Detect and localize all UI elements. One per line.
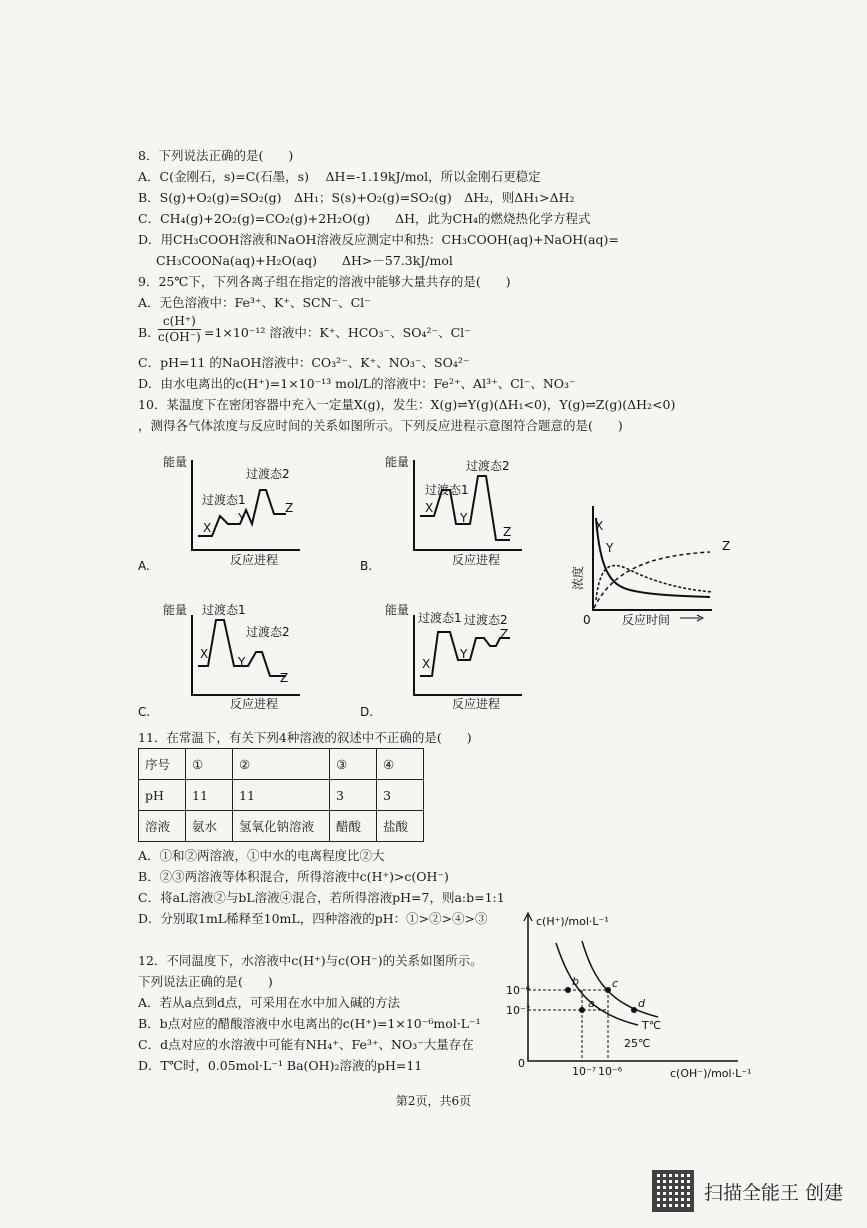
q9-option-c: C．pH=11 的NaOH溶液中：CO₃²⁻、K⁺、NO₃⁻、SO₄²⁻ [138,355,470,370]
table-cell: ① [186,749,233,780]
diagram-a-ts2: 过渡态2 [246,467,290,481]
q9-b-denominator: c(OH⁻) [158,330,201,344]
q9-option-d: D．由水电离出的c(H⁺)=1×10⁻¹³ mol/L的溶液中：Fe²⁺、Al³⁺、Cl⁻、NO₃⁻ [138,376,576,391]
scanner-watermark [652,1170,843,1212]
q12-stem-line1: 12．不同温度下，水溶液中c(H⁺)与c(OH⁻)的关系如图所示。 [138,953,483,968]
diagram-d-ts2: 过渡态2 [464,613,508,627]
q8-option-d-line1: D．用CH₃COOH溶液和NaOH溶液反应测定中和热：CH₃COOH(aq)+NaOH(aq)= [138,232,619,247]
q12-curve-25-label: 25℃ [624,1037,651,1050]
table-cell: ③ [330,749,377,780]
diagram-b-x: X [425,501,434,515]
q12-option-a: A．若从a点到d点，可采用在水中加入碱的方法 [138,995,400,1010]
q12-y-tick-1: 10⁻⁶ [506,984,531,997]
diagram-a-progress: 反应进程 [230,553,279,567]
diagram-a-ts1: 过渡态1 [202,493,246,507]
conc-time-label: 反应时间 [622,613,671,627]
q12-label-d: d [638,997,645,1010]
conc-curve-x [596,518,710,597]
q11-option-b: B．②③两溶液等体积混合，所得溶液中c(H⁺)>c(OH⁻) [138,869,449,884]
q10-stem-line2: ，测得各气体浓度与反应时间的关系如图所示。下列反应进程示意图符合题意的是( ) [138,418,623,433]
diagram-a-z: Z [285,501,294,515]
table-row [139,811,424,842]
qr-code-icon [652,1170,694,1212]
diagram-a-label: A. [138,559,150,573]
q12-origin: 0 [518,1057,525,1070]
table-cell: ② [233,749,330,780]
table-cell: 11 [233,780,330,811]
table-cell: pH [139,780,186,811]
q12-diagram [498,905,758,1085]
diagram-c-ts2: 过渡态2 [246,625,290,639]
conc-axis-label: 浓度 [571,565,585,590]
q12-stem-line2: 下列说法正确的是( ) [138,974,273,989]
diagram-d-energy-label: 能量 [385,603,410,617]
q12-label-c: c [612,977,619,990]
diagram-c-progress: 反应进程 [230,697,279,711]
table-cell: 11 [186,780,233,811]
table-cell: 盐酸 [377,811,424,842]
diagram-c-x: X [200,647,209,661]
q11-option-a: A．①和②两溶液，①中水的电离程度比②大 [138,848,385,863]
q9-b-numerator: c(H⁺) [162,314,196,328]
q12-option-c: C．d点对应的水溶液中可能有NH₄⁺、Fe³⁺、NO₃⁻大量存在 [138,1037,474,1052]
conc-y-label: Y [606,541,614,555]
q9-option-b-fraction [158,314,201,345]
q12-y-label: c(H⁺)/mol·L⁻¹ [536,915,609,928]
table-cell: ④ [377,749,424,780]
q12-curve-t-label: T℃ [642,1019,662,1032]
diagram-b-y: Y [460,511,468,525]
table-cell: 醋酸 [330,811,377,842]
diagram-a-y: Y [238,511,246,525]
q12-point-c [605,987,611,993]
table-cell: 氨水 [186,811,233,842]
diagram-d-progress: 反应进程 [452,697,501,711]
q11-option-c: C．将aL溶液②与bL溶液④混合，若所得溶液pH=7，则a:b=1:1 [138,890,505,905]
q11-option-d: D．分别取1mL稀释至10mL，四种溶液的pH：①>②>④>③ [138,911,488,926]
watermark-text: 扫描全能王 创建 [704,1181,844,1204]
q12-y-tick-2: 10⁻⁷ [506,1004,531,1017]
table-cell: 氢氧化钠溶液 [233,811,330,842]
table-row [139,780,424,811]
q8-stem: 8．下列说法正确的是( ) [138,148,294,163]
q10-stem-line1: 10．某温度下在密闭容器中充入一定量X(g)，发生：X(g)⇌Y(g)(ΔH₁<0)，Y(g)⇌Z(g)(ΔH₂<0) [138,397,676,412]
q10-diagrams [0,440,867,730]
diagram-a-energy-label: 能量 [163,455,188,469]
diagram-b-ts2: 过渡态2 [466,459,510,473]
diagram-d-ts1: 过渡态1 [418,611,462,625]
diagram-d-y: Y [460,647,468,661]
q8-option-c: C．CH₄(g)+2O₂(g)=CO₂(g)+2H₂O(g) ΔH，此为CH₄的燃烧热化学方程式 [138,211,591,226]
q9-option-b-rest: =1×10⁻¹² 溶液中：K⁺、HCO₃⁻、SO₄²⁻、Cl⁻ [204,325,471,340]
diagram-c-label: C. [138,705,151,719]
diagram-b-z: Z [503,525,512,539]
diagram-d-x: X [422,657,431,671]
diagram-a-x: X [203,521,212,535]
q12-option-d: D．T℃时，0.05mol·L⁻¹ Ba(OH)₂溶液的pH=11 [138,1058,423,1073]
q12-curve-25c [556,943,638,1025]
q8-option-b: B．S(g)+O₂(g)=SO₂(g) ΔH₁；S(s)+O₂(g)=SO₂(g) ΔH₂，则ΔH₁>ΔH₂ [138,190,575,205]
q12-point-d [631,1007,637,1013]
q12-x-tick-2: 10⁻⁶ [598,1065,623,1078]
q12-point-b [565,987,571,993]
q11-stem: 11．在常温下，有关下列4种溶液的叙述中不正确的是( ) [138,730,472,745]
q12-option-b: B．b点对应的醋酸溶液中水电离出的c(H⁺)=1×10⁻⁶mol·L⁻¹ [138,1016,481,1031]
q9-option-a: A．无色溶液中：Fe³⁺、K⁺、SCN⁻、Cl⁻ [138,295,371,310]
table-cell: 溶液 [139,811,186,842]
table-cell: 序号 [139,749,186,780]
diagram-c-ts1: 过渡态1 [202,603,246,617]
table-cell: 3 [330,780,377,811]
q12-label-a: a [588,997,595,1010]
q11-table [138,748,424,842]
conc-x-label: X [595,519,604,533]
q12-point-a [579,1007,585,1013]
q8-option-d-line2: CH₃COONa(aq)+H₂O(aq) ΔH>－57.3kJ/mol [156,253,453,268]
diagram-b-energy-label: 能量 [385,455,410,469]
q12-x-label: c(OH⁻)/mol·L⁻¹ [670,1067,752,1080]
q12-label-b: b [572,975,579,988]
diagram-d-z: Z [500,627,509,641]
conc-z-label: Z [722,539,731,553]
q8-option-a: A．C(金刚石，s)=C(石墨，s) ΔH=-1.19kJ/mol，所以金刚石更稳定 [138,169,541,184]
table-row [139,749,424,780]
diagram-b-progress: 反应进程 [452,553,501,567]
conc-origin: 0 [583,613,591,627]
diagram-c-y: Y [238,655,246,669]
table-cell: 3 [377,780,424,811]
q9-stem: 9．25℃下，下列各离子组在指定的溶液中能够大量共存的是( ) [138,274,511,289]
q9-option-b-label: B. [138,325,152,340]
q12-x-tick-1: 10⁻⁷ [572,1065,597,1078]
diagram-c-energy-label: 能量 [163,603,188,617]
diagram-b-ts1: 过渡态1 [425,483,469,497]
diagram-c-z: Z [280,671,289,685]
diagram-b-label: B. [360,559,373,573]
q12-guides [528,990,608,1061]
diagram-d-label: D. [360,705,374,719]
page-footer: 第2页，共6页 [395,1094,472,1108]
